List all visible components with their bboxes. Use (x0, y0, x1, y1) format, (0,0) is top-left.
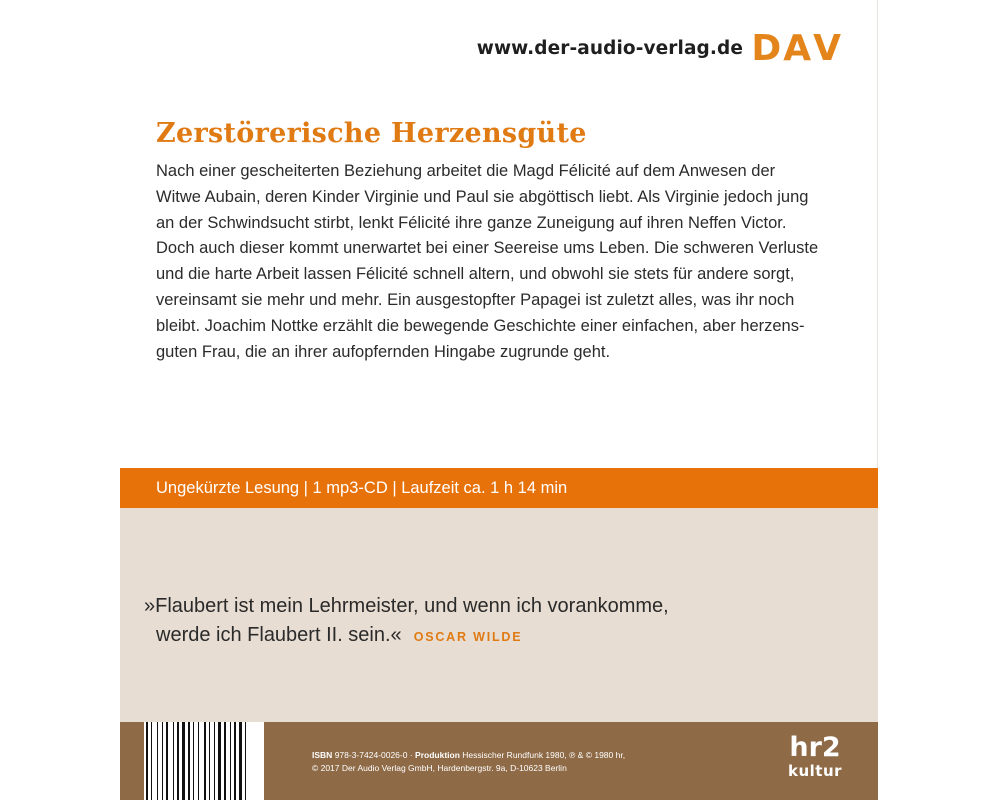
barcode-bar (198, 722, 199, 800)
barcode-bars (144, 722, 264, 800)
hr2-logo-bottom: kultur (788, 762, 843, 780)
barcode-bar (193, 722, 194, 800)
isbn-label: ISBN (312, 750, 333, 760)
dav-logo (751, 28, 841, 69)
product-info-text: Ungekürzte Lesung | 1 mp3-CD | Laufzeit ca. 1 h 14 min (156, 479, 568, 497)
isbn-value: 978-3-7424-0026-0 · (334, 750, 413, 760)
description-line: an der Schwindsucht stirbt, lenkt Félicité ihre ganze Zuneigung auf ihren Neffen Victor. (156, 213, 787, 232)
description-line: vereinsamt sie mehr und mehr. Ein ausgestopfter Papagei ist zuletzt alles, was ihr noch (156, 290, 795, 309)
footer (120, 722, 878, 800)
quote-line-2-text: werde ich Flaubert II. sein.« (156, 624, 402, 646)
barcode-bar (224, 722, 226, 800)
barcode-bar (182, 722, 185, 800)
imprint-line-2: © 2017 Der Audio Verlag GmbH, Hardenbergstr. 9a, D-10623 Berlin (312, 763, 567, 773)
publisher-website[interactable]: www.der-audio-verlag.de (476, 38, 743, 59)
imprint (312, 749, 625, 775)
barcode-bar (214, 722, 215, 800)
barcode-bar (162, 722, 163, 800)
hr2-kultur-logo (788, 734, 842, 780)
description-line: Doch auch dieser kommt unerwartet bei einer Seereise ums Leben. Die schweren Verluste (156, 239, 819, 258)
logo-letter-d: D (751, 28, 782, 69)
quote (144, 592, 669, 652)
barcode (144, 722, 264, 800)
barcode-bar (209, 722, 210, 800)
barcode-bar (157, 722, 158, 800)
barcode-bar (173, 722, 174, 800)
barcode-bar (239, 722, 242, 800)
barcode-bar (151, 722, 152, 800)
book-title: Zerstörerische Herzensgüte (156, 118, 587, 149)
logo-letter-a: A (783, 28, 812, 69)
barcode-bar (234, 722, 236, 800)
quote-author: OSCAR WILDE (413, 630, 523, 644)
barcode-bar (230, 722, 231, 800)
description-line: Witwe Aubain, deren Kinder Virginie und Paul sie abgöttisch liebt. Als Virginie jedoch jung (156, 187, 809, 206)
description-line: bleibt. Joachim Nottke erzählt die bewegende Geschichte einer einfachen, aber herzens- (156, 316, 805, 335)
barcode-bar (177, 722, 179, 800)
quote-section (120, 508, 878, 722)
description-line: Nach einer gescheiterten Beziehung arbeitet die Magd Félicité auf dem Anwesen der (156, 162, 776, 180)
quote-line-1: »Flaubert ist mein Lehrmeister, und wenn ich vorankomme, (144, 595, 669, 617)
production-label: Produktion (415, 750, 460, 760)
barcode-bar (166, 722, 168, 800)
barcode-bar (188, 722, 190, 800)
audiobook-back-cover (120, 0, 878, 800)
production-value: Hessischer Rundfunk 1980, ℗ & © 1980 hr, (462, 750, 626, 760)
barcode-bar (218, 722, 221, 800)
imprint-line-1 (312, 749, 625, 762)
quote-line-2 (144, 621, 669, 652)
barcode-bar (245, 722, 246, 800)
product-info-band (120, 468, 878, 508)
barcode-bar (204, 722, 206, 800)
barcode-bar (146, 722, 148, 800)
book-description (156, 159, 846, 365)
description-line: guten Frau, die an ihrer aufopfernden Hingabe zugrunde geht. (156, 342, 611, 361)
logo-letter-v: V (813, 28, 841, 69)
hr2-logo-top: hr2 (789, 732, 841, 763)
description-line: und die harte Arbeit lassen Félicité schnell altern, und obwohl sie stets für andere sorgt, (156, 265, 795, 284)
